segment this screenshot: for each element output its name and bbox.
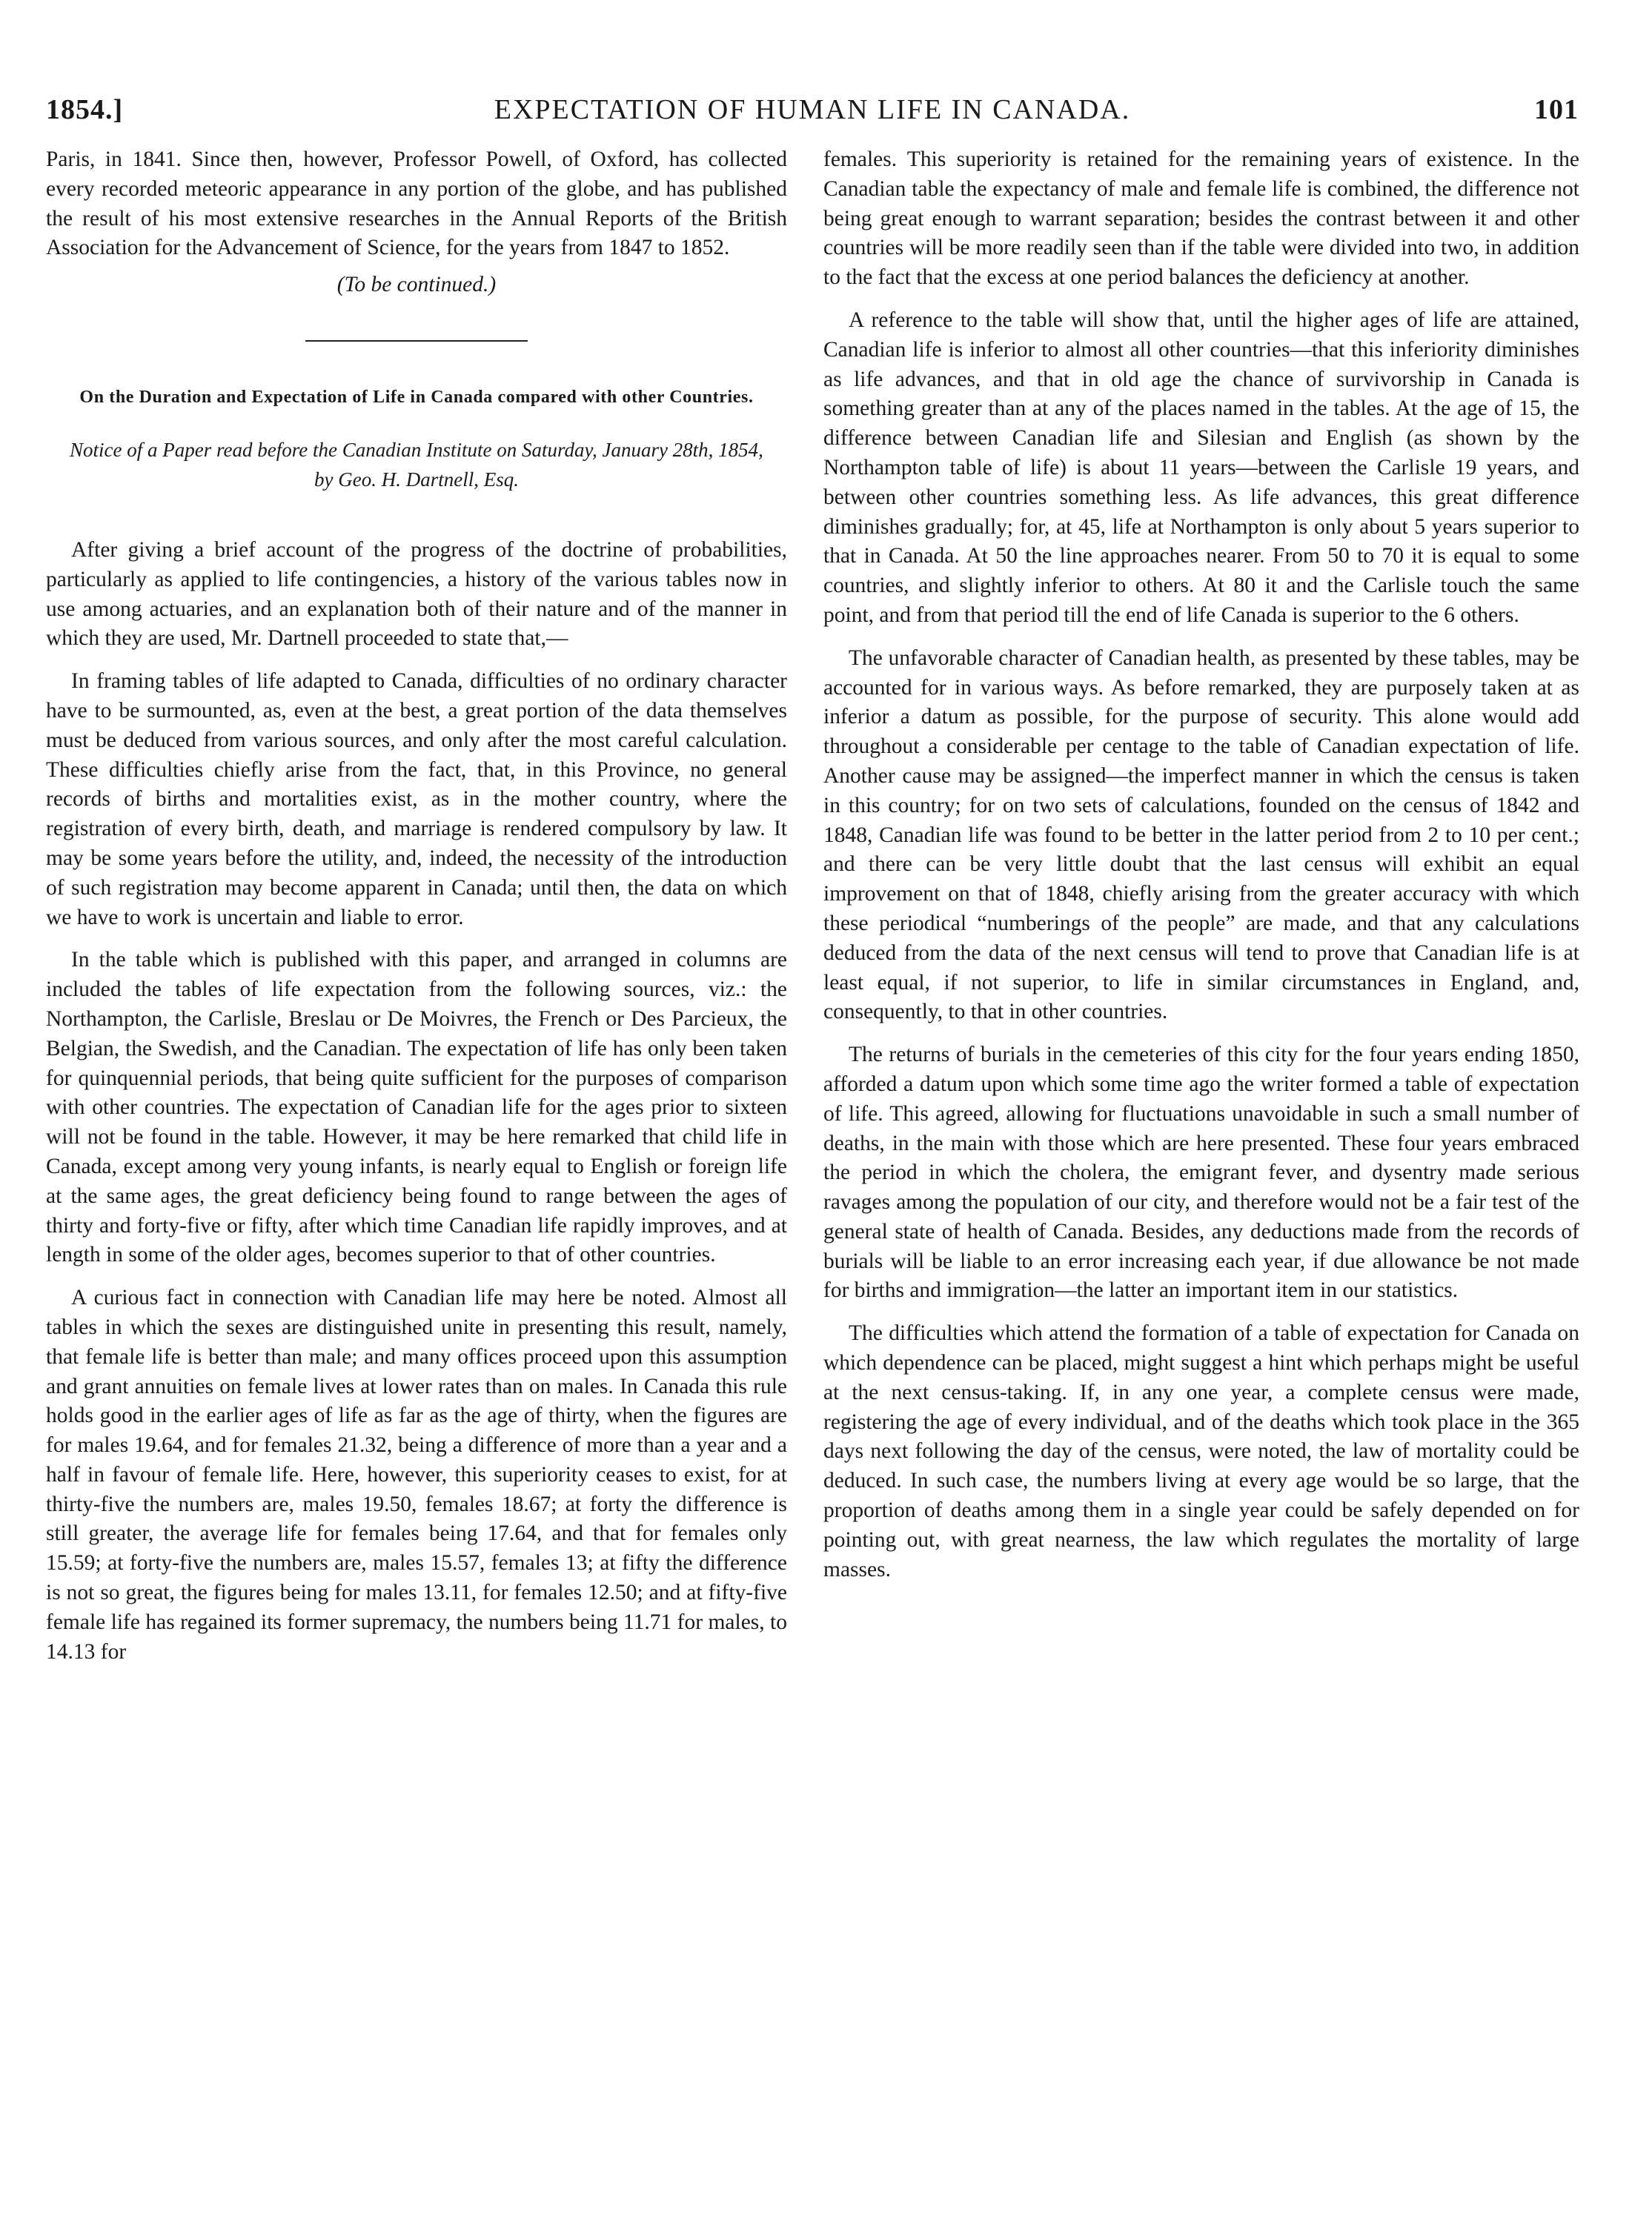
paragraph: After giving a brief account of the progress of the doctrine of probabilities, particularly as applied to life contingencies, a history of the various tables now in use among actuaries, and an explanation both of their nature and of the manner in which they are used, Mr. Dartnell proceeded to state that,—: [46, 537, 787, 651]
continued-paragraph: Paris, in 1841. Since then, however, Professor Powell, of Oxford, has collected every recorded meteoric appearance in any portion of the globe, and has published the result of his most extensive researches in the Annual Reports of the British Association for the Advancement of Science, for the years from 1847 to 1852.: [46, 147, 787, 260]
paragraph: females. This superiority is retained for the remaining years of existence. In the Canadian table the expectancy of male and female life is combined, the difference not being great enough to warrant separation; besides the contrast between it and other countries will be more readily seen than if the table were divided into two, in addition to the fact that the excess at one period balances the deficiency at another.: [823, 147, 1579, 290]
article-notice: Notice of a Paper read before the Canadian Institute on Saturday, January 28th, 1854, by Geo. H. Dartnell, Esq.: [70, 438, 763, 491]
article-title: On the Duration and Expectation of Life in Canada compared with other Countries.: [79, 387, 754, 407]
right-column: [823, 145, 1579, 1584]
paragraph: The difficulties which attend the formation of a table of expectation for Canada on which dependence can be placed, might suggest a hint which perhaps might be useful at the next census-taking. If, in any one year, a complete census were made, registering the age of every individual, and of the deaths which took place in the 365 days next following the day of the census, were noted, the law of mortality could be deduced. In such case, the numbers living at every age would be so large, that the proportion of deaths among them in a single year could be safely depended on for pointing out, with great nearness, the law which regulates the mortality of large masses.: [823, 1321, 1579, 1581]
paragraph: A reference to the table will show that, until the higher ages of life are attained, Canadian life is inferior to almost all other countries—that this inferiority diminishes as life advances, and that in old age the chance of survivorship in Canada is something greater than at any of the places named in the tables. At the age of 15, the difference between Canadian life and Silesian and English (as shown by the Northampton table of life) is about 11 years—between the Carlisle 19 years, and between other countries something less. As life advances, this great difference diminishes gradually; for, at 45, life at Northampton is only about 5 years superior to that in Canada. At 50 the line approaches nearer. From 50 to 70 it is equal to some countries, and slightly inferior to others. At 80 it and the Carlisle touch the same point, and from that period till the end of life Canada is superior to the 6 others.: [823, 308, 1579, 627]
paragraph: A curious fact in connection with Canadian life may here be noted. Almost all tables in which the sexes are distinguished unite in presenting this result, namely, that female life is better than male; and many offices proceed upon this assumption and grant annuities on female lives at lower rates than on males. In Canada this rule holds good in the earlier ages of life as far as the age of thirty, when the figures are for males 19.64, and for females 21.32, being a difference of more than a year and a half in favour of female life. Here, however, this superiority ceases to exist, for at thirty-five the numbers are, males 19.50, females 18.67; at forty the difference is still greater, the average life for females being 17.64, and that for females only 15.59; at forty-five the numbers are, males 15.57, females 13; at fifty the difference is not so great, the figures being for males 13.11, for females 12.50; and at fifty-five female life has regained its former supremacy, the numbers being 11.71 for males, to 14.13 for: [46, 1286, 787, 1664]
running-head: [46, 87, 1579, 132]
to-be-continued: (To be continued.): [336, 273, 497, 297]
header-year: 1854.]: [46, 94, 124, 125]
left-column: [46, 145, 787, 1667]
paragraph: In the table which is published with this paper, and arranged in columns are included the tables of life expectation from the following sources, viz.: the Northampton, the Carlisle, Breslau or De Moivres, the French or Des Parcieux, the Belgian, the Swedish, and the Canadian. The expectation of life has only been taken for quinquennial periods, that being quite sufficient for the purposes of comparison with other countries. The expectation of Canadian life for the ages prior to sixteen will not be found in the table. However, it may be here remarked that child life in Canada, except among very young infants, is nearly equal to English or foreign life at the same ages, the great deficiency being found to range between the ages of thirty and forty-five or fifty, after which time Canadian life rapidly improves, and at length in some of the older ages, becomes superior to that of other countries.: [46, 948, 787, 1267]
page-number: 101: [1534, 94, 1579, 125]
paragraph: The returns of burials in the cemeteries of this city for the four years ending 1850, afforded a datum upon which some time ago the writer formed a table of expectation of life. This agreed, allowing for fluctuations unavoidable in such a small number of deaths, in the main with those which are here presented. These four years embraced the period in which the cholera, the emigrant fever, and dysentry made serious ravages among the population of our city, and therefore would not be a fair test of the general state of health of Canada. Besides, any deductions made from the records of burials will be liable to an error increasing each year, if due allowance be not made for births and immigration—the latter an important item in our statistics.: [823, 1043, 1579, 1303]
paragraph: The unfavorable character of Canadian health, as presented by these tables, may be accounted for in various ways. As before remarked, they are purposely taken at as inferior a datum as possible, for the purpose of security. This alone would add throughout a considerable per centage to the table of Canadian expectation of life. Another cause may be assigned—the imperfect manner in which the census is taken in this country; for on two sets of calculations, founded on the census of 1842 and 1848, Canadian life was found to be better in the latter period from 2 to 10 per cent.; and there can be very little doubt that the last census will exhibit an equal improvement on that of 1848, chiefly arising from the greater accuracy with which these periodical “numberings of the people” are made, and that any calculations deduced from the data of the next census will tend to prove that Canadian life is at least equal, if not superior, to life in similar circumstances in England, and, consequently, to that in other countries.: [823, 645, 1579, 1024]
header-title: EXPECTATION OF HUMAN LIFE IN CANADA.: [494, 94, 1131, 125]
section-divider: [305, 340, 528, 342]
paragraph: In framing tables of life adapted to Canada, difficulties of no ordinary character have to be surmounted, as, even at the best, a great portion of the data themselves must be deduced from various sources, and only after the most careful calculation. These difficulties chiefly arise from the fact, that, in this Province, no general records of births and mortalities exist, as in the mother country, where the registration of every birth, death, and marriage is rendered compulsory by law. It may be some years before the utility, and, indeed, the necessity of the introduction of such registration may become apparent in Canada; until then, the data on which we have to work is uncertain and liable to error.: [46, 669, 787, 929]
